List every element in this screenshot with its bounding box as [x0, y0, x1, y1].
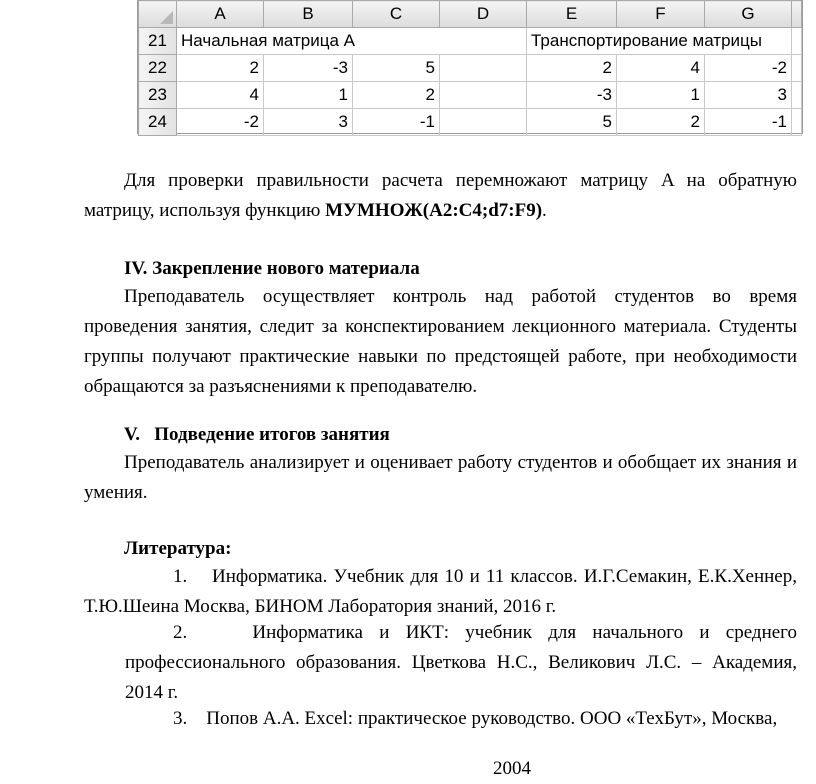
cell[interactable]	[440, 109, 527, 136]
column-header[interactable]: A	[177, 1, 264, 28]
cell[interactable]	[440, 55, 527, 82]
section-5-text: Преподаватель анализирует и оценивает работу студентов и обобщает их знания и умения.	[84, 452, 797, 503]
literature-item-text: Информатика и ИКТ: учебник для начального и среднего профессионального образования. Цветкова Н.С., Великович Л.С. – Академия, 2014 г.	[125, 622, 797, 703]
cell[interactable]: 1	[264, 82, 353, 109]
literature-item-text: Информатика. Учебник для 10 и 11 классов. И.Г.Семакин, Е.К.Хеннер, Т.Ю.Шеина Москва, БИНОМ Лаборатория знаний, 2016 г.	[84, 566, 797, 617]
cell[interactable]	[792, 82, 802, 109]
table-row	[139, 82, 802, 109]
row-header[interactable]: 24	[139, 109, 177, 136]
table-row	[139, 55, 802, 82]
column-header[interactable]: D	[440, 1, 527, 28]
section-4-heading: IV. Закрепление нового материала	[124, 258, 420, 279]
cell[interactable]: -2	[177, 109, 264, 136]
cell[interactable]	[792, 28, 802, 55]
column-header-overflow	[792, 1, 802, 28]
cell[interactable]: -3	[527, 82, 617, 109]
cell-label-matrix-a[interactable]: Начальная матрица A	[177, 28, 527, 55]
row-header[interactable]: 21	[139, 28, 177, 55]
literature-item	[125, 704, 797, 734]
cell[interactable]: 3	[705, 82, 792, 109]
check-text: Для проверки правильности расчета перемножают матрицу A на обратную матрицу, используя функцию	[84, 170, 797, 221]
cell[interactable]: 5	[527, 109, 617, 136]
select-all-corner[interactable]	[139, 1, 177, 28]
table-row	[139, 28, 802, 55]
literature-year: 2004	[493, 758, 531, 779]
cell[interactable]: -3	[264, 55, 353, 82]
cell[interactable]	[792, 55, 802, 82]
column-header-row	[139, 1, 802, 28]
cell[interactable]: 2	[617, 109, 705, 136]
section-5-heading: V. Подведение итогов занятия	[124, 424, 390, 445]
section-4-text: Преподаватель осуществляет контроль над работой студентов во время проведения занятия, следит за конспектированием лекционного материала. Студенты группы получают практические навыки по предстоящей работе, при необходимости обращаются за разъяснениями к преподавателю.	[84, 286, 797, 397]
literature-item	[84, 562, 797, 622]
column-header[interactable]: E	[527, 1, 617, 28]
row-header[interactable]: 23	[139, 82, 177, 109]
cell[interactable]: -2	[705, 55, 792, 82]
check-end: .	[542, 200, 547, 221]
cell[interactable]: 2	[527, 55, 617, 82]
cell[interactable]: -1	[705, 109, 792, 136]
column-header[interactable]: G	[705, 1, 792, 28]
cell[interactable]: 4	[617, 55, 705, 82]
cell-label-transposed[interactable]: Транспортирование матрицы	[527, 28, 792, 55]
literature-item-number: 1.	[173, 566, 188, 587]
literature-item-number: 3.	[173, 708, 188, 729]
cell[interactable]: 3	[264, 109, 353, 136]
literature-item-number: 2.	[173, 622, 188, 643]
cell[interactable]: 5	[353, 55, 440, 82]
cell[interactable]: -1	[353, 109, 440, 136]
cell[interactable]: 2	[353, 82, 440, 109]
cell[interactable]: 4	[177, 82, 264, 109]
column-header[interactable]: B	[264, 1, 353, 28]
cell[interactable]: 2	[177, 55, 264, 82]
literature-heading: Литература:	[124, 538, 232, 559]
cell[interactable]	[440, 82, 527, 109]
cell[interactable]	[792, 109, 802, 136]
literature-item-text: Попов А.А. Excel: практическое руководство. ООО «ТехБут», Москва,	[206, 708, 778, 729]
column-header[interactable]: C	[353, 1, 440, 28]
cell[interactable]: 1	[617, 82, 705, 109]
literature-item	[125, 618, 797, 708]
column-header[interactable]: F	[617, 1, 705, 28]
check-paragraph	[84, 166, 797, 226]
formula-text: МУМНОЖ(A2:C4;d7:F9)	[325, 200, 543, 221]
spreadsheet-grid	[138, 0, 802, 136]
table-row	[139, 109, 802, 136]
spreadsheet-fragment	[137, 0, 803, 134]
row-header[interactable]: 22	[139, 55, 177, 82]
